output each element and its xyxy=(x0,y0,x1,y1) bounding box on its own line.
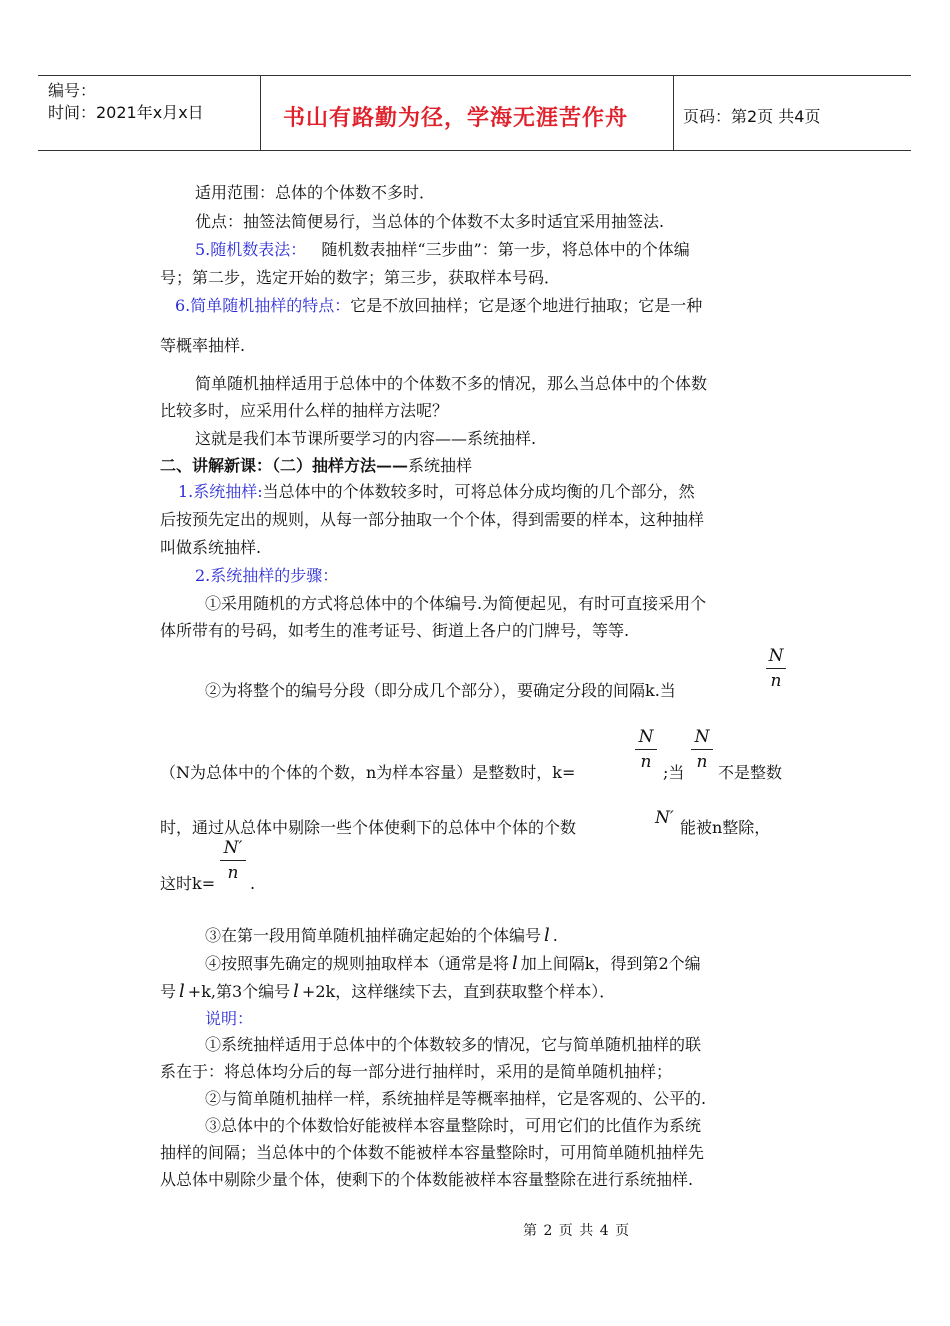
header-divider-left xyxy=(260,75,261,150)
symbol-l: l xyxy=(179,981,185,1002)
text-span: ④按照事先确定的规则抽取样本（通常是将 xyxy=(205,954,510,973)
header-divider-right xyxy=(673,75,674,150)
text-line: 这就是我们本节课所要学习的内容——系统抽样. xyxy=(195,429,537,448)
text-line: 后按预先定出的规则，从每一部分抽取一个个体，得到需要的样本，这种抽样 xyxy=(160,510,705,529)
section-title: 2.系统抽样的步骤： xyxy=(195,566,339,585)
fraction-bar xyxy=(691,749,713,750)
header-time-label: 时间：2021年x月x日 xyxy=(48,103,204,122)
text-line: （N为总体中的个体的个数，n为样本容量）是整数时，k= xyxy=(160,763,576,782)
text-line: 优点：抽签法简便易行，当总体的个体数不太多时适宜采用抽签法. xyxy=(195,212,665,231)
text-span: . xyxy=(552,926,558,945)
text-line: 这时k= xyxy=(160,874,216,893)
text-line: 简单随机抽样适用于总体中的个体数不多的情况，那么当总体中的个体数 xyxy=(195,374,708,393)
text-line xyxy=(160,456,472,476)
fraction-bar xyxy=(220,860,246,861)
text-line: 抽样的间隔；当总体中的个体数不能被样本容量整除时，可用简单随机抽样先 xyxy=(160,1143,705,1162)
text-span: 不是整数 xyxy=(718,763,783,782)
text-line xyxy=(178,482,695,502)
fraction-numerator: N xyxy=(638,727,654,747)
text-line: ②为将整个的编号分段（即分成几个部分），要确定分段的间隔k.当 xyxy=(205,681,676,700)
text-line: ①系统抽样适用于总体中的个体数较多的情况，它与简单随机抽样的联 xyxy=(205,1035,702,1054)
fraction-N-over-n xyxy=(691,727,713,772)
fraction-denominator: n xyxy=(696,752,708,772)
header-page-label: 页码：第2页 共4页 xyxy=(683,107,821,126)
text-span: 随机数表抽样“三步曲”：第一步，将总体中的个体编 xyxy=(321,240,690,259)
fraction-bar xyxy=(766,668,786,669)
note-title: 说明： xyxy=(205,1009,254,1028)
symbol-l: l xyxy=(512,953,518,974)
fraction-numerator: N′ xyxy=(223,838,243,858)
text-span: 能被n整除， xyxy=(680,818,771,837)
text-line: ①采用随机的方式将总体中的个体编号.为简便起见，有时可直接采用个 xyxy=(205,594,707,613)
text-line: 叫做系统抽样. xyxy=(160,538,262,557)
header-number-label: 编号： xyxy=(48,81,97,100)
symbol-l: l xyxy=(293,981,299,1002)
header-bottom-rule xyxy=(38,150,911,151)
header-top-rule xyxy=(38,75,911,76)
text-line: 时，通过从总体中剔除一些个体使剩下的总体中个体的个数 xyxy=(160,818,577,837)
text-span: ③在第一段用简单随机抽样确定起始的个体编号 xyxy=(205,926,542,945)
text-line xyxy=(205,954,701,974)
fraction-numerator: N xyxy=(768,646,784,666)
fraction-N-prime-over-n xyxy=(220,838,246,883)
text-line: ③总体中的个体数恰好能被样本容量整除时，可用它们的比值作为系统 xyxy=(205,1116,702,1135)
text-span: ;当 xyxy=(663,763,685,782)
text-span: 当总体中的个体数较多时，可将总体分成均衡的几个部分，然 xyxy=(262,482,695,501)
text-line: 号；第二步，选定开始的数字；第三步，获取样本号码． xyxy=(160,268,561,287)
text-span: +k,第3个编号 xyxy=(187,982,291,1001)
fraction-denominator: n xyxy=(227,863,239,883)
fraction-denominator: n xyxy=(770,671,782,691)
fraction-denominator: n xyxy=(640,752,652,772)
text-span: 它是不放回抽样；它是逐个地进行抽取；它是一种 xyxy=(350,296,703,315)
text-line: 体所带有的号码，如考生的准考证号、街道上各户的门牌号，等等. xyxy=(160,621,630,640)
text-span: . xyxy=(250,874,256,893)
fraction-N-over-n xyxy=(766,646,786,691)
section-title: 1.系统抽样: xyxy=(178,482,263,501)
text-span: +2k，这样继续下去，直到获取整个样本）． xyxy=(301,982,616,1001)
symbol-l: l xyxy=(544,925,550,946)
text-line: 适用范围：总体的个体数不多时． xyxy=(195,183,436,202)
header-motto: 书山有路勤为径，学海无涯苦作舟 xyxy=(283,106,629,131)
symbol-N-prime: N′ xyxy=(655,808,674,828)
section-title: 6.简单随机抽样的特点： xyxy=(175,296,351,315)
section-title: 5.随机数表法： xyxy=(195,240,307,259)
text-line xyxy=(160,982,615,1002)
text-line: 从总体中剔除少量个体，使剩下的个体数能被样本容量整除在进行系统抽样. xyxy=(160,1170,694,1189)
fraction-N-over-n xyxy=(635,727,657,772)
text-line: 等概率抽样. xyxy=(160,336,246,355)
text-line: ②与简单随机抽样一样，系统抽样是等概率抽样，它是客观的、公平的. xyxy=(205,1089,707,1108)
text-line xyxy=(205,926,558,946)
text-span: 系统抽样 xyxy=(408,456,473,475)
text-line xyxy=(175,296,702,316)
page-footer: 第 2 页 共 4 页 xyxy=(523,1223,631,1239)
text-line xyxy=(195,240,690,260)
fraction-numerator: N xyxy=(694,727,710,747)
text-line: 比较多时，应采用什么样的抽样方法呢？ xyxy=(160,401,449,420)
section-heading: 二、讲解新课：（二）抽样方法—— xyxy=(160,456,409,475)
text-span: 号 xyxy=(160,982,177,1001)
text-span: 加上间隔k，得到第2个编 xyxy=(520,954,701,973)
fraction-bar xyxy=(635,749,657,750)
text-line: 系在于：将总体均分后的每一部分进行抽样时，采用的是简单随机抽样； xyxy=(160,1062,673,1081)
